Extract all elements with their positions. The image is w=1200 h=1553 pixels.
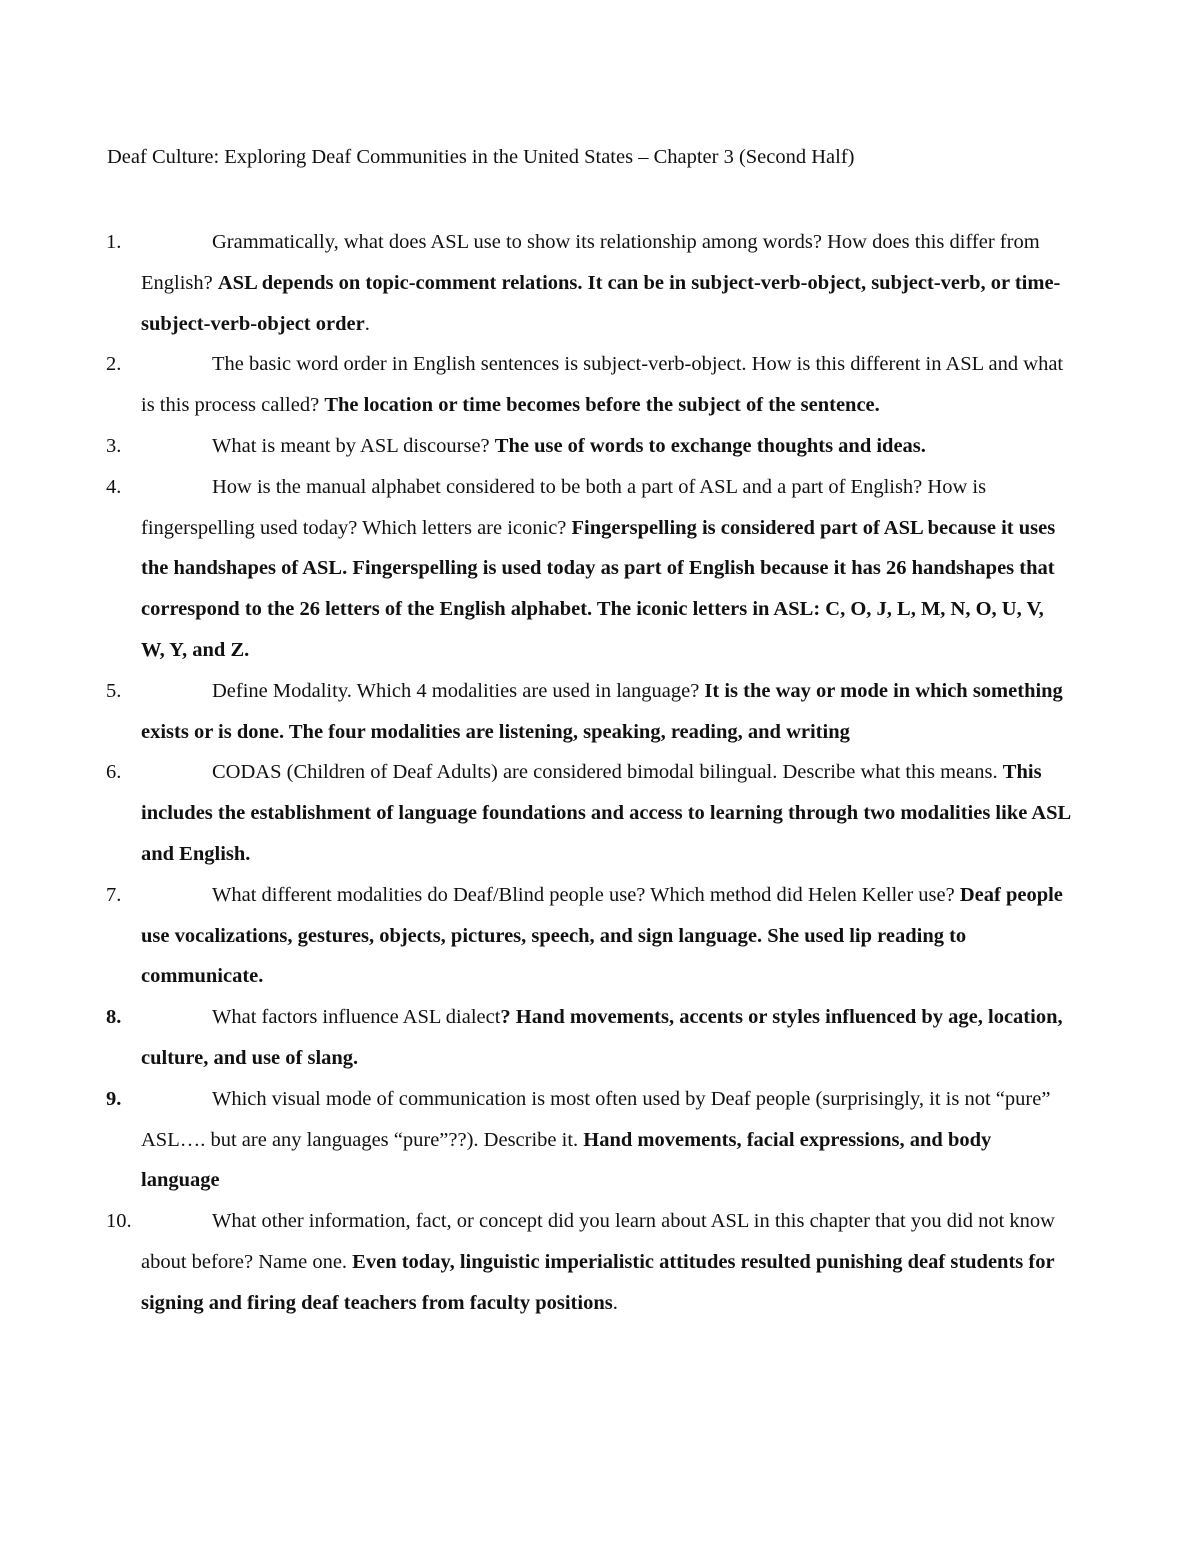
answer-text: ASL depends on topic-comment relations. It can be in subject-verb-object, subject-verb, or time-subject-verb-object order bbox=[141, 271, 1061, 335]
question-text: What different modalities do Deaf/Blind people use? Which method did Helen Keller use? bbox=[212, 883, 960, 906]
answer-text: This includes the establishment of language foundations and access to learning through two modalities like ASL and English. bbox=[141, 761, 1071, 865]
question-item-7 bbox=[0, 875, 1071, 997]
question-text: How is the manual alphabet considered to be both a part of ASL and a part of English? How is fingerspelling used today? Which letters are iconic? bbox=[141, 475, 987, 539]
question-item-5 bbox=[0, 671, 1071, 753]
document-title: Deaf Culture: Exploring Deaf Communities in the United States – Chapter 3 (Second Half) bbox=[107, 146, 855, 168]
question-item-8 bbox=[0, 997, 1071, 1079]
question-text: Define Modality. Which 4 modalities are used in language? bbox=[212, 679, 705, 702]
question-text: Which visual mode of communication is most often used by Deaf people (surprisingly, it is not “pure” ASL…. but are any languages “pure”??). Describe it. bbox=[141, 1087, 1051, 1151]
answer-text: Fingerspelling is considered part of ASL because it uses the handshapes of ASL. Fingerspelling is used today as part of English because it has 26 handshapes that correspond to the 26 letters of the English alphabet. The iconic letters in ASL: C, O, J, L, M, N, O, U, V, W, Y, and Z. bbox=[141, 516, 1056, 661]
question-item-2 bbox=[0, 344, 1071, 426]
question-item-1 bbox=[0, 222, 1071, 344]
question-number: 6. bbox=[106, 761, 122, 784]
answer-text: Hand movements, facial expressions, and body language bbox=[141, 1128, 992, 1192]
question-number: 3. bbox=[106, 434, 122, 457]
answer-trailing: . bbox=[612, 1291, 618, 1314]
question-item-10 bbox=[0, 1201, 1071, 1323]
question-number: 4. bbox=[106, 475, 122, 498]
answer-text: Even today, linguistic imperialistic attitudes resulted punishing deaf students for signing and firing deaf teachers from faculty positions bbox=[141, 1250, 1055, 1314]
question-text: What other information, fact, or concept did you learn about ASL in this chapter that you did not know about before? Name one. bbox=[141, 1210, 1055, 1273]
question-number: 2. bbox=[106, 353, 122, 376]
answer-text: The use of words to exchange thoughts and ideas. bbox=[494, 434, 926, 457]
question-item-6 bbox=[0, 752, 1071, 874]
question-number: 8. bbox=[106, 1006, 122, 1029]
answer-text: Deaf people use vocalizations, gestures, objects, pictures, speech, and sign language. She used lip reading to communicate. bbox=[141, 883, 1063, 988]
question-number: 10. bbox=[106, 1210, 132, 1233]
question-list bbox=[0, 222, 1200, 1324]
answer-text: ? Hand movements, accents or styles influenced by age, location, culture, and use of slang. bbox=[141, 1006, 1063, 1069]
question-number: 7. bbox=[106, 883, 122, 906]
question-text: The basic word order in English sentences is subject-verb-object. How is this different in ASL and what is this process called? bbox=[141, 353, 1064, 417]
answer-text: The location or time becomes before the subject of the sentence. bbox=[324, 394, 880, 417]
question-text: What is meant by ASL discourse? bbox=[212, 434, 495, 457]
question-number: 1. bbox=[106, 231, 122, 253]
question-text: What factors influence ASL dialect bbox=[212, 1006, 501, 1029]
question-item-4 bbox=[0, 467, 1071, 671]
answer-trailing: . bbox=[364, 312, 370, 335]
question-item-3 bbox=[0, 426, 1071, 467]
answer-text: It is the way or mode in which something exists or is done. The four modalities are listening, speaking, reading, and writing bbox=[141, 679, 1063, 743]
question-text: CODAS (Children of Deaf Adults) are considered bimodal bilingual. Describe what this means. bbox=[212, 761, 1003, 784]
question-number: 5. bbox=[106, 679, 122, 702]
question-number: 9. bbox=[106, 1087, 122, 1110]
question-text: Grammatically, what does ASL use to show its relationship among words? How does this differ from English? bbox=[141, 231, 1040, 294]
question-item-9 bbox=[0, 1079, 1071, 1201]
